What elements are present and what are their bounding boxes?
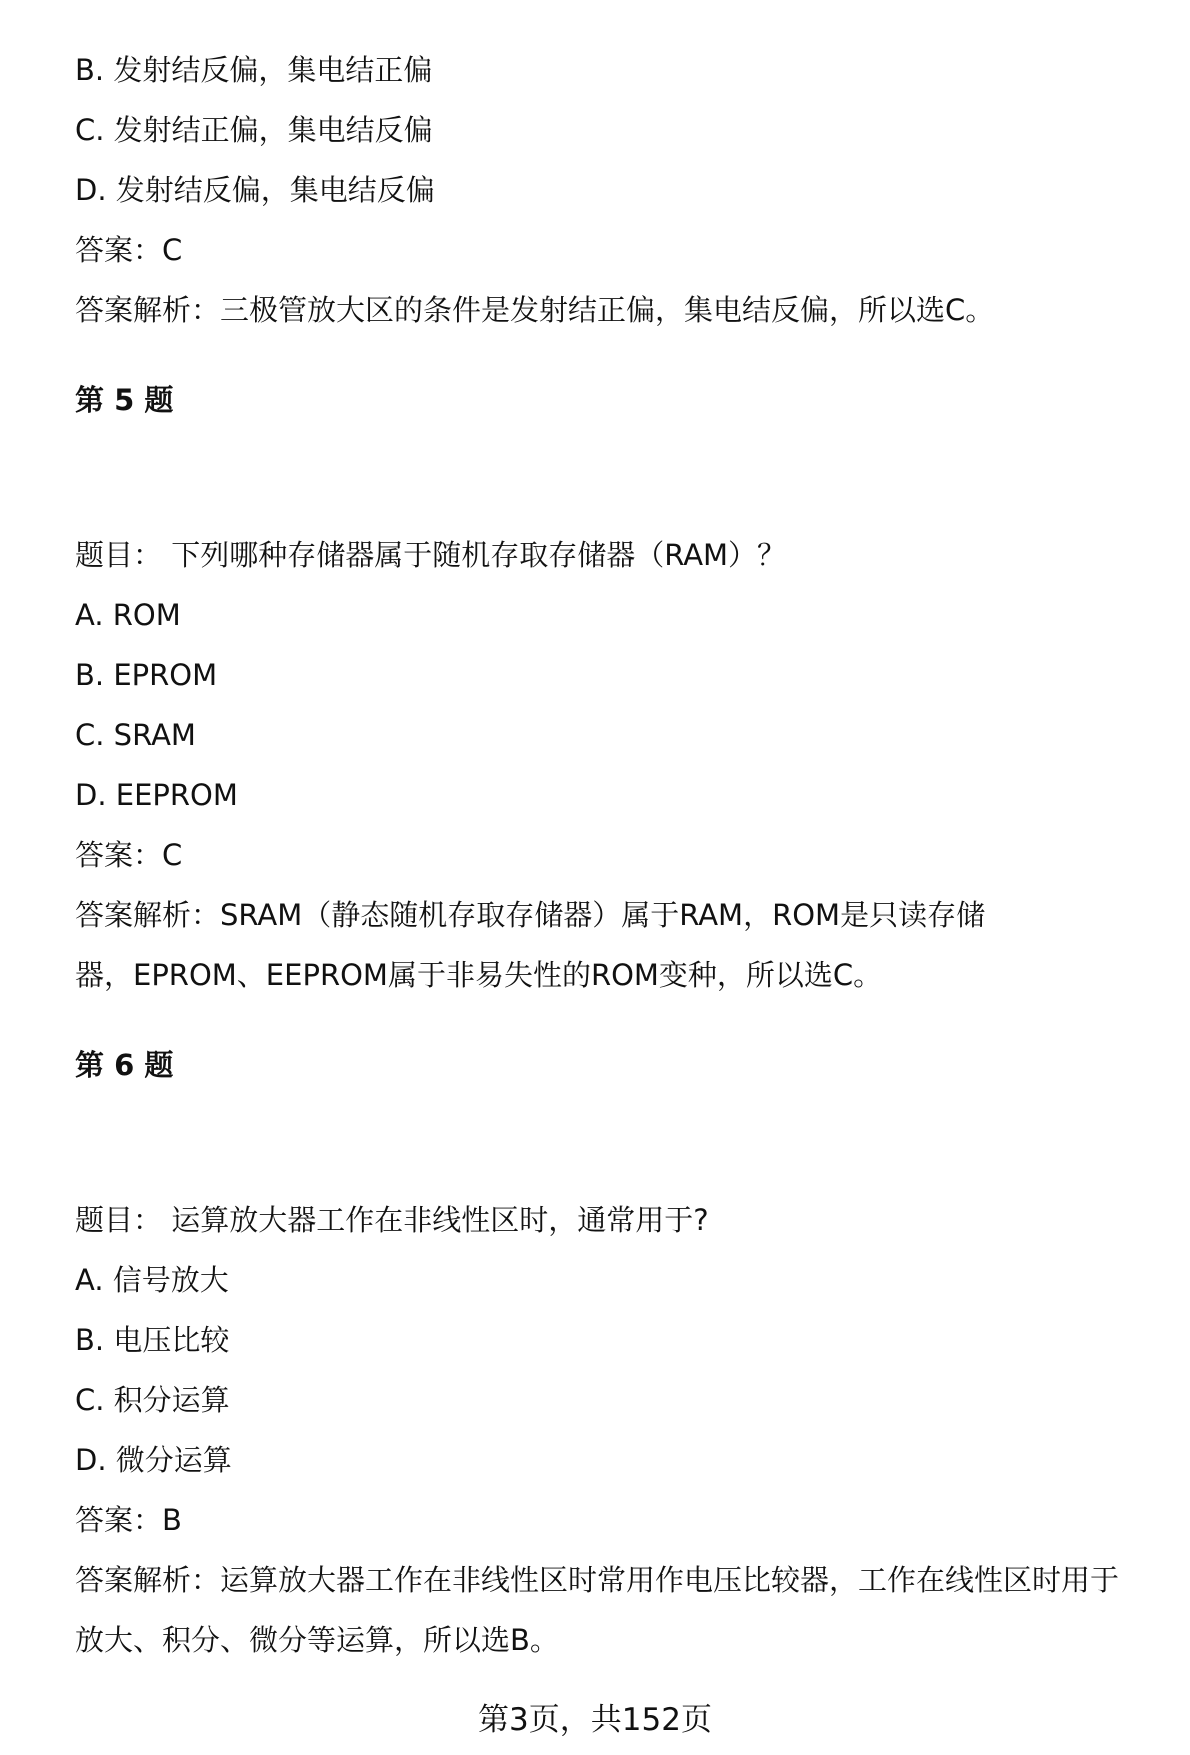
q4-answer: 答案：C (75, 233, 183, 267)
q4-explanation: 答案解析：三极管放大区的条件是发射结正偏，集电结反偏，所以选C。 (75, 293, 995, 327)
q5-heading: 第 5 题 (75, 383, 174, 417)
page-number-footer: 第3页，共152页 (478, 1702, 712, 1738)
q5-option-c: C. SRAM (75, 718, 196, 752)
q5-explanation-line1: 答案解析：SRAM（静态随机存取存储器）属于RAM，ROM是只读存储 (75, 898, 986, 932)
q5-question: 题目： 下列哪种存储器属于随机存取存储器（RAM）？ (75, 538, 787, 572)
q6-option-a: A. 信号放大 (75, 1263, 229, 1297)
q6-question: 题目： 运算放大器工作在非线性区时，通常用于? (75, 1203, 709, 1237)
q6-option-b: B. 电压比较 (75, 1323, 230, 1357)
q4-option-b: B. 发射结反偏，集电结正偏 (75, 53, 433, 87)
q5-option-d: D. EEPROM (75, 778, 238, 812)
q5-answer: 答案：C (75, 838, 183, 872)
q6-explanation-line1: 答案解析：运算放大器工作在非线性区时常用作电压比较器，工作在线性区时用于 (75, 1563, 1120, 1597)
q6-explanation-line2: 放大、积分、微分等运算，所以选B。 (75, 1623, 559, 1657)
q6-heading: 第 6 题 (75, 1048, 174, 1082)
q4-option-c: C. 发射结正偏，集电结反偏 (75, 113, 433, 147)
q5-explanation-line2: 器，EPROM、EEPROM属于非易失性的ROM变种，所以选C。 (75, 958, 883, 992)
q4-option-d: D. 发射结反偏，集电结反偏 (75, 173, 435, 207)
q5-option-b: B. EPROM (75, 658, 218, 692)
q6-option-c: C. 积分运算 (75, 1383, 230, 1417)
q6-answer: 答案：B (75, 1503, 182, 1537)
q6-option-d: D. 微分运算 (75, 1443, 232, 1477)
q5-option-a: A. ROM (75, 598, 181, 632)
